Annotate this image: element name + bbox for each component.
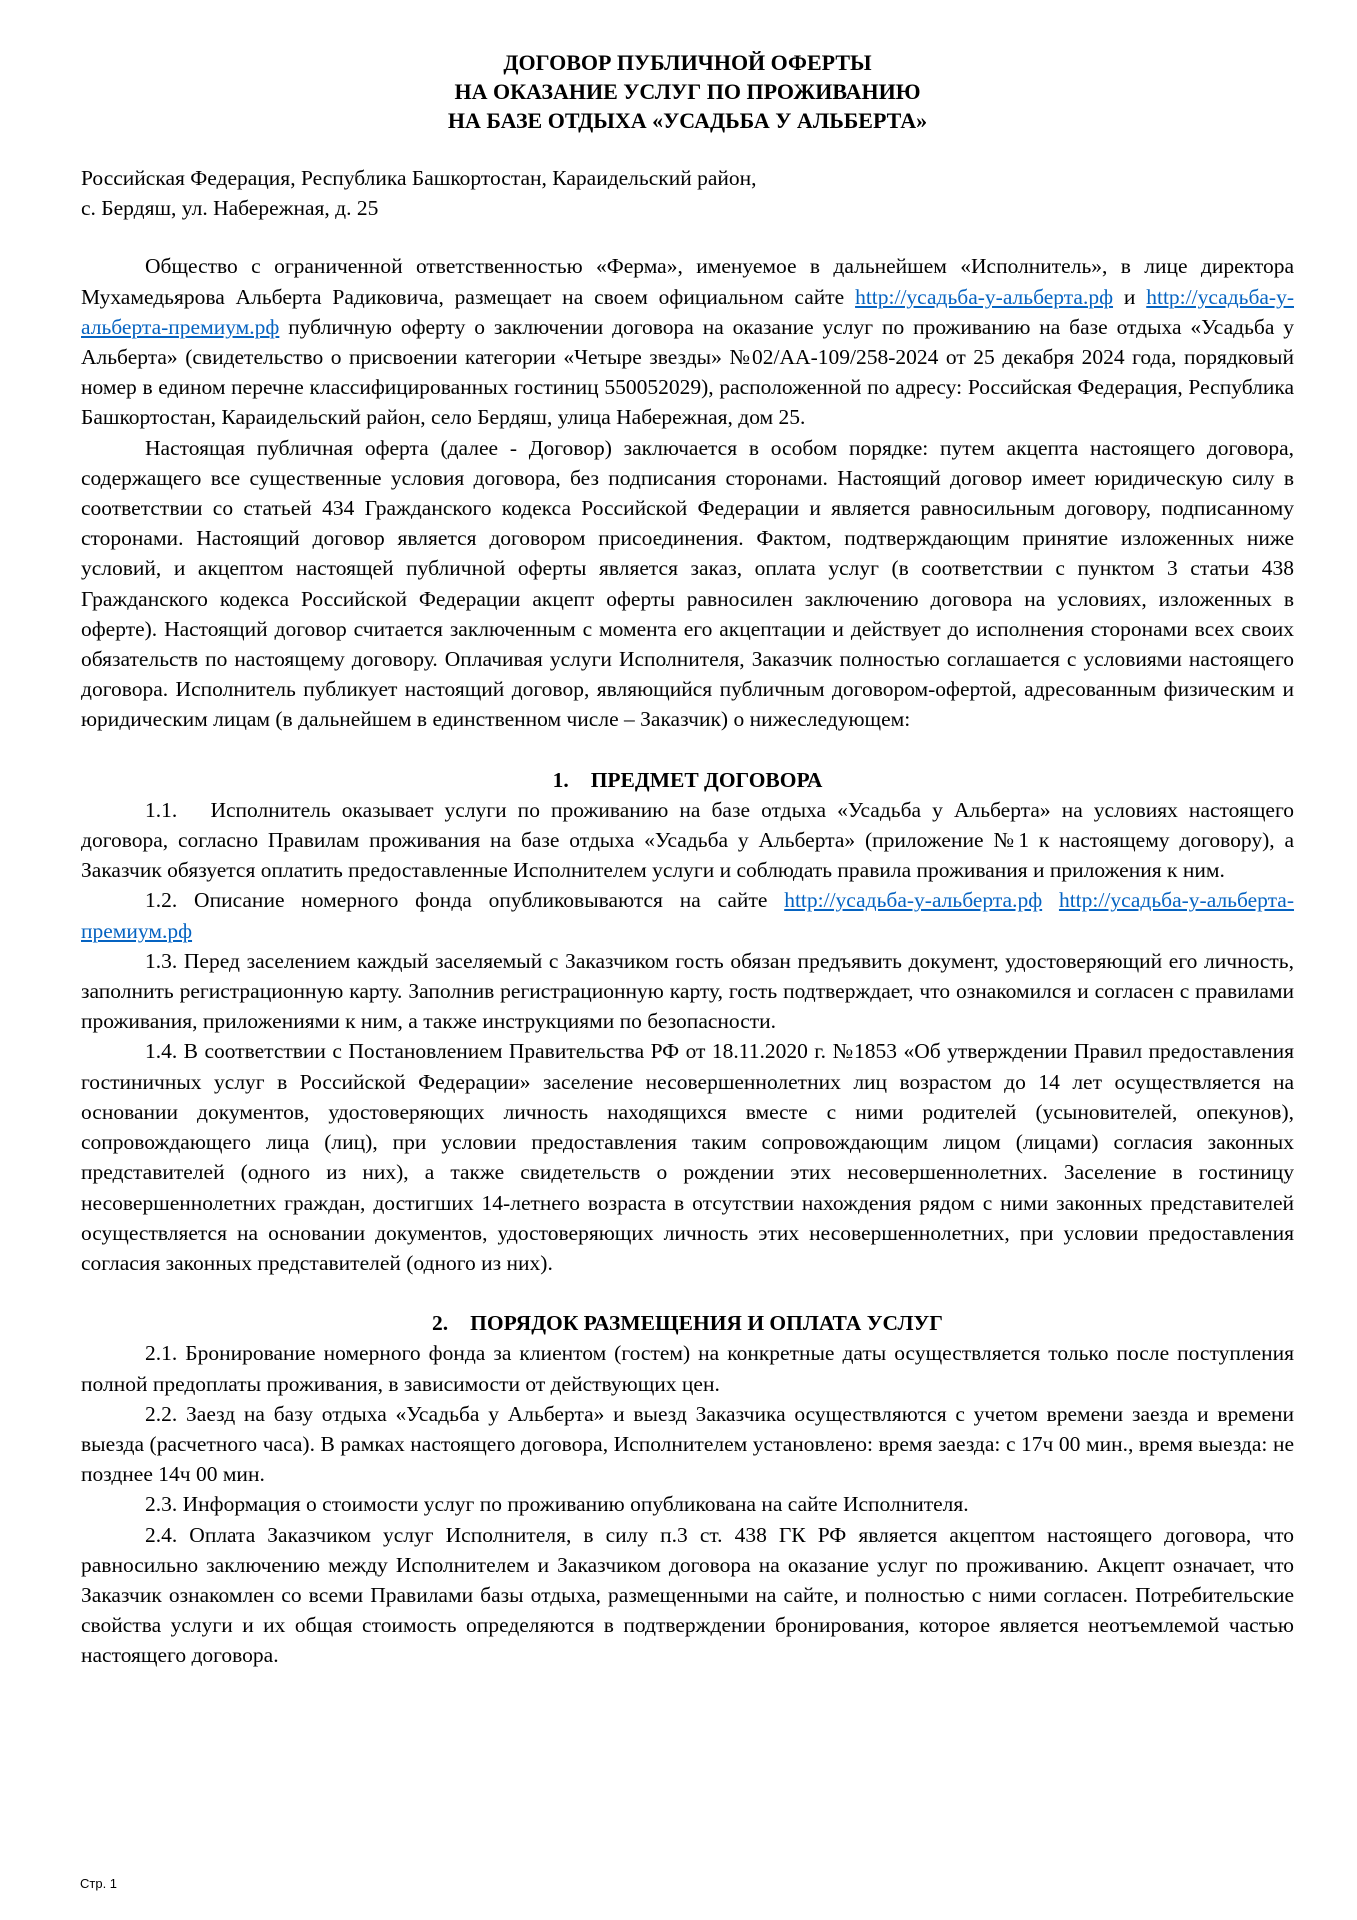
site-link-1[interactable]: http://усадьба-у-альберта.рф — [855, 284, 1114, 309]
clause-1-2-link-1[interactable]: http://усадьба-у-альберта.рф — [784, 888, 1043, 913]
clause-1-2-space — [1042, 888, 1059, 912]
document-title — [81, 48, 1294, 135]
page-number: Стр. 1 — [80, 1876, 118, 1891]
intro-text-b: и — [1113, 284, 1147, 309]
section-2-heading — [81, 1308, 1294, 1338]
intro-text-a: Общество с ограниченной ответственностью «Ферма», именуемое в дальнейшем «Исполнитель», в лице директора Мухамедьярова Альберта Радиковича, размещает на своем официальном сайте — [81, 254, 1294, 309]
section-2-title: ПОРЯДОК РАЗМЕЩЕНИЯ И ОПЛАТА УСЛУГ — [470, 1311, 943, 1336]
title-line-3: НА БАЗЕ ОТДЫХА «УСАДЬБА У АЛЬБЕРТА» — [447, 108, 928, 133]
clause-2-1: 2.1. Бронирование номерного фонда за клиентом (гостем) на конкретные даты осуществляется только после поступления полной предоплаты проживания, в зависимости от действующих цен. — [81, 1341, 1294, 1396]
address-line-1: Российская Федерация, Республика Башкортостан, Караидельский район, — [81, 166, 757, 190]
title-line-1: ДОГОВОР ПУБЛИЧНОЙ ОФЕРТЫ — [503, 50, 872, 75]
address-line-2: с. Бердяш, ул. Набережная, д. 25 — [81, 196, 379, 221]
clause-1-2-link-2[interactable]: http://усадьба-у-альберта-премиум.рф — [81, 888, 1295, 943]
title-line-2: НА ОКАЗАНИЕ УСЛУГ ПО ПРОЖИВАНИЮ — [454, 79, 921, 104]
section-1-title: ПРЕДМЕТ ДОГОВОРА — [590, 767, 823, 792]
clause-2-2: 2.2. Заезд на базу отдыха «Усадьба у Альберта» и выезд Заказчика осуществляются с учетом времени заезда и времени выезда (расчетного часа). В рамках настоящего договора, Исполнителем установлено: время заезда: с 17ч 00 мин., время выезда: не позднее 14ч 00 мин. — [81, 1401, 1294, 1487]
clause-2-4: 2.4. Оплата Заказчиком услуг Исполнителя, в силу п.3 ст. 438 ГК РФ является акцептом настоящего договора, что равносильно заключению между Исполнителем и Заказчиком договора на оказание услуг по проживанию. Акцепт означает, что Заказчик ознакомлен со всеми Правилами базы отдыха, размещенными на сайте, и полностью с ними согласен. Потребительские свойства услуги и их общая стоимость определяются в подтверждении бронирования, которое является неотъемлемой частью настоящего договора. — [81, 1522, 1294, 1668]
clause-1-3: 1.3. Перед заселением каждый заселяемый с Заказчиком гость обязан предъявить документ, удостоверяющий его личность, заполнить регистрационную карту. Заполнив регистрационную карту, гость подтверждает, что ознакомился и согласен с правилами проживания, приложениями к ним, а также инструкциями по безопасности. — [81, 948, 1294, 1034]
intro-paragraph-1 — [81, 251, 1294, 432]
document-page — [81, 48, 1300, 1671]
clause-1-4: 1.4. В соответствии с Постановлением Правительства РФ от 18.11.2020 г. №1853 «Об утверждении Правил предоставления гостиничных услуг в Российской Федерации» заселение несовершеннолетних лиц возрастом до 14 лет осуществляется на основании документов, удостоверяющих личность находящихся вместе с ними родителей (усыновителей, опекунов), сопровождающего лица (лиц), при условии предоставления таким сопровождающим лицом (лицами) согласия законных представителей (одного из них), а также свидетельств о рождении этих несовершеннолетних. Заселение в гостиницу несовершеннолетних граждан, достигших 14-летнего возраста в отсутствии нахождения рядом с ними законных представителей осуществляется на основании документов, удостоверяющих личность этих несовершеннолетних, при условии предоставления согласия законных представителей (одного из них). — [81, 1039, 1294, 1275]
intro-text-c: публичную оферту о заключении договора на оказание услуг по проживанию на базе отдыха «Усадьба у Альберта» (свидетельство о присвоении категории «Четыре звезды» №02/АА-109/258-2024 от 25 декабря 2024 года, порядковый номер в едином перечне классифицированных гостиниц 550052029), расположенной по адресу: Российская Федерация, Республика Башкортостан, Караидельский район, село Бердяш, улица Набережная, дом 25. — [81, 314, 1294, 430]
intro-paragraph-2: Настоящая публичная оферта (далее - Договор) заключается в особом порядке: путем акцепта настоящего договора, содержащего все существенные условия договора, без подписания сторонами. Настоящий договор имеет юридическую силу в соответствии со статьей 434 Гражданского кодекса Российской Федерации и является равносильным договору, подписанному сторонами. Настоящий договор является договором присоединения. Фактом, подтверждающим принятие изложенных ниже условий, и акцептом настоящей публичной оферты является заказ, оплата услуг (в соответствии с пунктом 3 статьи 438 Гражданского кодекса Российской Федерации акцепт оферты равносилен заключению договора на условиях, изложенных в оферте). Настоящий договор считается заключенным с момента его акцептации и действует до исполнения сторонами всех своих обязательств по настоящему договору. Оплачивая услуги Исполнителя, Заказчик полностью соглашается с условиями настоящего договора. Исполнитель публикует настоящий договор, являющийся публичным договором-офертой, адресованным физическим и юридическим лицам (в дальнейшем в единственном числе – Заказчик) о нижеследующем: — [81, 435, 1294, 732]
section-1-number: 1. — [552, 767, 569, 792]
clause-1-2-text: 1.2. Описание номерного фонда опубликовываются на сайте — [145, 888, 785, 913]
clause-2-3: 2.3. Информация о стоимости услуг по проживанию опубликована на сайте Исполнителя. — [145, 1492, 969, 1517]
section-1-heading — [81, 765, 1294, 795]
site-link-2[interactable]: http://усадьба-у-альберта-премиум.рф — [81, 284, 1294, 339]
clause-1-1: 1.1. Исполнитель оказывает услуги по проживанию на базе отдыха «Усадьба у Альберта» на условиях настоящего договора, согласно Правилам проживания на базе отдыха «Усадьба у Альберта» (приложение №1 к настоящему договору), а Заказчик обязуется оплатить предоставленные Исполнителем услуги и соблюдать правила проживания и приложения к ним. — [81, 797, 1300, 883]
section-2-number: 2. — [432, 1311, 449, 1336]
address-block — [81, 163, 1294, 223]
clause-1-2 — [81, 885, 1294, 945]
